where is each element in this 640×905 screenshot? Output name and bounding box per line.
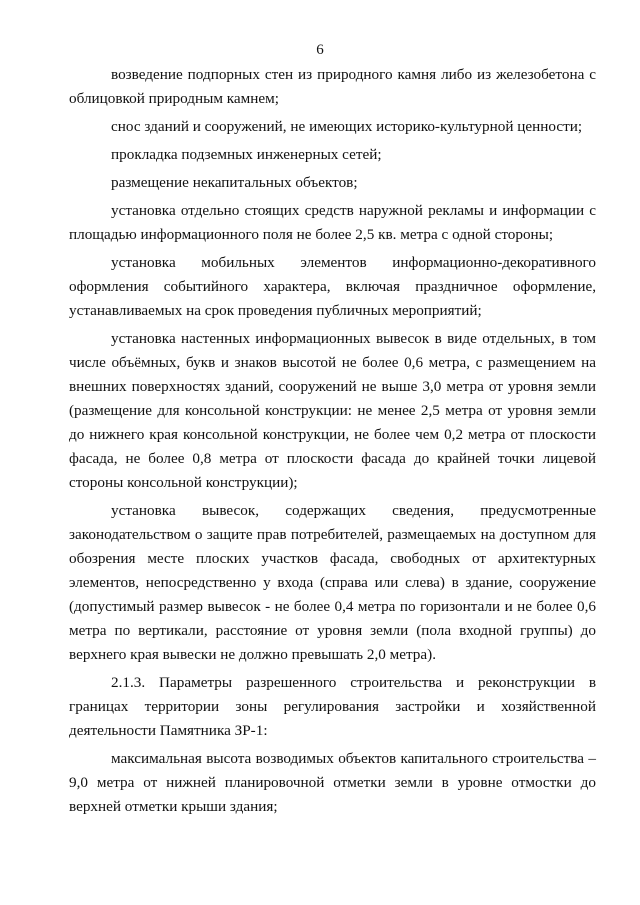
- paragraph-retaining-walls: возведение подпорных стен из природного камня либо из железобетона с облицовкой природным камнем;: [69, 66, 596, 107]
- paragraph-section-2-1-3: 2.1.3. Параметры разрешенного строительства и реконструкции в границах территории зоны регулирования застройки и хозяйственной деятельности Памятника ЗР-1:: [69, 674, 596, 739]
- paragraph-wall-signs: установка настенных информационных вывесок в виде отдельных, в том числе объёмных, букв и знаков высотой не более 0,6 метра, с размещением на внешних поверхностях зданий, сооружений не выше 3,0 метра от уровня земли (размещение для консольной конструкции: не менее 2,5 метра от уровня земли до нижнего края консольной конструкции, не более чем 0,2 метра от плоскости фасада, не более 0,8 метра от плоскости фасада до крайней точки лицевой стороны консольной конструкции);: [69, 330, 596, 491]
- document-body: [69, 63, 596, 823]
- paragraph-demolition: снос зданий и сооружений, не имеющих историко-культурной ценности;: [111, 118, 583, 135]
- page-number: 6: [316, 42, 324, 58]
- paragraph-mobile-decorations: установка мобильных элементов информационно-декоративного оформления событийного характера, включая праздничное оформление, устанавливаемых на срок проведения публичных мероприятий;: [69, 254, 596, 319]
- paragraph-underground-networks: прокладка подземных инженерных сетей;: [111, 146, 382, 163]
- paragraph-outdoor-advertising: установка отдельно стоящих средств наружной рекламы и информации с площадью информационного поля не более 2,5 кв. метра с одной стороны;: [69, 202, 596, 243]
- paragraph-max-height: максимальная высота возводимых объектов капитального строительства – 9,0 метра от нижней планировочной отметки земли в уровне отмостки до верхней отметки крыши здания;: [69, 750, 596, 815]
- paragraph-temporary-objects: размещение некапитальных объектов;: [111, 174, 358, 191]
- paragraph-consumer-signs: установка вывесок, содержащих сведения, предусмотренные законодательством о защите прав потребителей, размещаемых на доступном для обозрения месте плоских участков фасада, свободных от архитектурных элементов, непосредственно у входа (справа или слева) в здание, сооружение (допустимый размер вывесок - не более 0,4 метра по горизонтали и не более 0,6 метра по вертикали, расстояние от уровня земли (пола входной группы) до верхнего края вывески не должно превышать 2,0 метра).: [69, 502, 596, 663]
